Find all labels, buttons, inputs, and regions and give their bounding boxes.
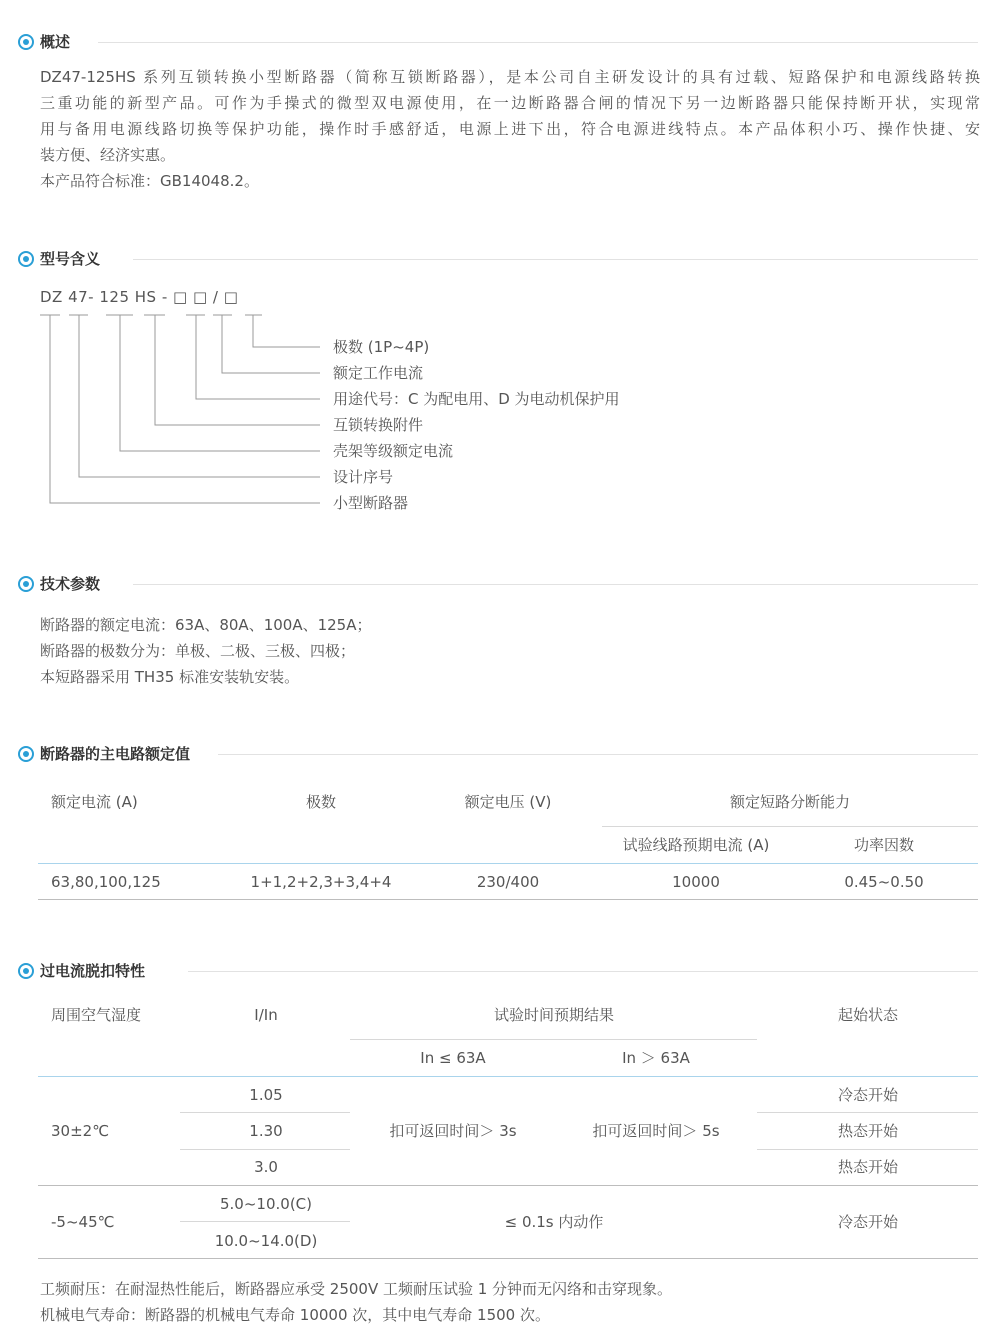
overview-standard: 本产品符合标准：GB14048.2。 xyxy=(40,172,259,190)
table-divider xyxy=(757,1112,978,1113)
model-label-interlock: 互锁转换附件 xyxy=(333,416,424,434)
section-divider xyxy=(98,42,978,43)
oc-result-le63: 扣可返回时间＞ 3s xyxy=(389,1122,517,1140)
rated-cell-prospective: 10000 xyxy=(672,873,720,891)
footer-line-withstand: 工频耐压：在耐湿热性能后，断路器应承受 2500V 工频耐压试验 1 分钟而无闪络和击穿现象。 xyxy=(40,1280,673,1298)
section-header-model xyxy=(18,249,978,269)
target-circle-icon xyxy=(18,746,34,762)
section-title-rated: 断路器的主电路额定值 xyxy=(40,745,191,763)
rated-cell-pf: 0.45~0.50 xyxy=(844,873,924,891)
table-bottom-border xyxy=(38,899,978,900)
oc-ratio: 10.0~14.0(D) xyxy=(214,1232,318,1250)
oc-result-gt63: 扣可返回时间＞ 5s xyxy=(592,1122,720,1140)
table-header-divider xyxy=(38,1076,978,1077)
oc-state: 冷态开始 xyxy=(837,1213,899,1231)
section-header-overcurrent xyxy=(18,961,978,981)
table-divider xyxy=(180,1221,350,1222)
section-divider xyxy=(133,259,978,260)
oc-ratio: 3.0 xyxy=(254,1158,278,1176)
footer-notes xyxy=(40,1276,980,1328)
oc-temp-group1: 30±2℃ xyxy=(51,1122,110,1140)
tech-text xyxy=(40,612,980,690)
rated-header-prospective: 试验线路预期电流 (A) xyxy=(622,836,770,854)
overview-line: 三重功能的新型产品。可作为手操式的微型双电源使用，在一边断路器合闸的情况下另一边断路器只能保持断开状，实现常 xyxy=(40,94,980,112)
table-divider xyxy=(38,1185,978,1186)
rated-cell-poles: 1+1,2+2,3+3,4+4 xyxy=(250,873,392,891)
footer-line-life: 机械电气寿命：断路器的机械电气寿命 10000 次，其中电气寿命 1500 次。 xyxy=(40,1306,550,1324)
tech-line: 断路器的额定电流：63A、80A、100A、125A； xyxy=(40,616,372,634)
model-label-poles: 极数 (1P~4P) xyxy=(333,338,430,356)
tech-line: 断路器的极数分为：单极、二极、三极、四极； xyxy=(40,642,356,660)
oc-result-group2: ≤ 0.1s 内动作 xyxy=(504,1213,604,1231)
rated-header-breaking: 额定短路分断能力 xyxy=(729,793,851,811)
target-circle-icon xyxy=(18,963,34,979)
table-divider xyxy=(757,1149,978,1150)
overview-line: 用与备用电源线路切换等保护功能，操作时手感舒适，电源上进下出，符合电源进线特点。本产品体积小巧、操作快捷、安 xyxy=(40,120,980,138)
table-divider xyxy=(180,1112,350,1113)
model-label-usage-code: 用途代号：C 为配电用、D 为电动机保护用 xyxy=(333,390,620,408)
section-header-overview xyxy=(18,32,978,52)
section-divider xyxy=(188,971,978,972)
section-title-overcurrent: 过电流脱扣特性 xyxy=(40,962,146,980)
target-circle-icon xyxy=(18,34,34,50)
oc-header-state: 起始状态 xyxy=(837,1006,899,1024)
rated-cell-current: 63,80,100,125 xyxy=(51,873,161,891)
section-divider xyxy=(218,754,978,755)
oc-header-result: 试验时间预期结果 xyxy=(493,1006,615,1024)
table-bottom-border xyxy=(38,1258,978,1259)
table-divider xyxy=(350,1039,757,1040)
oc-ratio: 1.05 xyxy=(249,1086,283,1104)
rated-header-pf: 功率因数 xyxy=(853,836,915,854)
oc-ratio: 1.30 xyxy=(249,1122,283,1140)
overview-line: DZ47-125HS 系列互锁转换小型断路器（简称互锁断路器），是本公司自主研发设计的具有过载、短路保护和电源线路转换 xyxy=(40,68,980,86)
model-code: DZ 47- 125 HS - □ □ / □ xyxy=(40,288,239,306)
oc-state: 热态开始 xyxy=(837,1122,899,1140)
table-header-divider xyxy=(38,863,978,864)
model-label-design-serial: 设计序号 xyxy=(333,468,394,486)
oc-temp-group2: -5~45℃ xyxy=(51,1213,115,1231)
oc-header-le63: In ≤ 63A xyxy=(420,1049,486,1067)
oc-state: 热态开始 xyxy=(837,1158,899,1176)
section-title-tech: 技术参数 xyxy=(40,575,101,593)
model-label-mcb: 小型断路器 xyxy=(333,494,409,512)
overview-line: 装方便、经济实惠。 xyxy=(40,146,176,164)
rated-header-voltage: 额定电压 (V) xyxy=(464,793,552,811)
section-title-overview: 概述 xyxy=(40,33,71,51)
oc-ratio: 5.0~10.0(C) xyxy=(220,1195,312,1213)
section-divider xyxy=(133,584,978,585)
section-title-model: 型号含义 xyxy=(40,250,101,268)
oc-header-gt63: In ＞ 63A xyxy=(622,1049,690,1067)
model-label-frame-current: 壳架等级额定电流 xyxy=(333,442,454,460)
model-label-rated-current: 额定工作电流 xyxy=(333,364,424,382)
section-header-rated xyxy=(18,744,978,764)
rated-header-current: 额定电流 (A) xyxy=(51,793,138,811)
oc-header-ambient: 周围空气湿度 xyxy=(51,1006,142,1024)
oc-state: 冷态开始 xyxy=(837,1086,899,1104)
table-divider xyxy=(180,1149,350,1150)
tech-line: 本短路器采用 TH35 标准安装轨安装。 xyxy=(40,668,300,686)
target-circle-icon xyxy=(18,251,34,267)
oc-header-ratio: I/In xyxy=(254,1006,278,1024)
rated-cell-voltage: 230/400 xyxy=(476,873,540,891)
table-divider xyxy=(602,826,978,827)
model-diagram-lines xyxy=(0,305,340,510)
overview-text xyxy=(40,64,980,194)
target-circle-icon xyxy=(18,576,34,592)
section-header-tech xyxy=(18,574,978,594)
rated-header-poles: 极数 xyxy=(305,793,337,811)
